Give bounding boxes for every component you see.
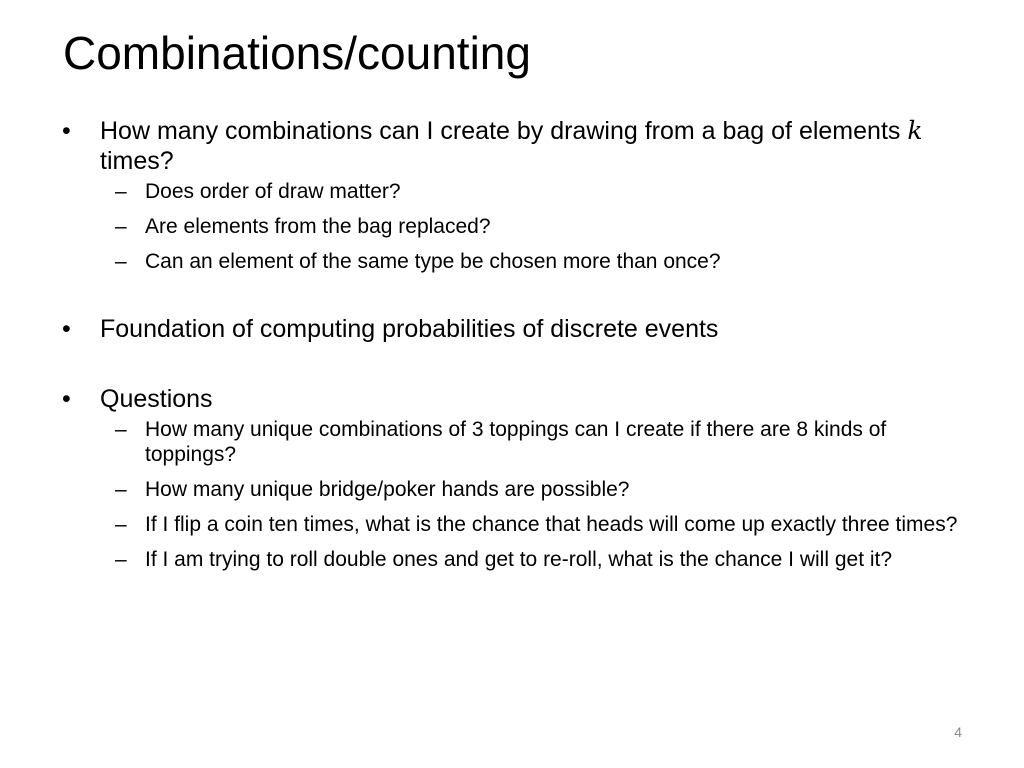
sub-bullet-text: If I am trying to roll double ones and get to re-roll, what is the chance I will get it? [145, 548, 893, 571]
sub-bullet-order [100, 179, 967, 204]
sub-bullet-toppings [100, 417, 967, 467]
sub-bullet-same-type [100, 249, 967, 274]
dash-icon: – [115, 180, 127, 203]
dash-icon: – [115, 215, 127, 238]
slide-title: Combinations/counting [63, 27, 531, 79]
bullet-foundation [62, 314, 967, 344]
sub-bullet-list [100, 417, 967, 572]
bullet-questions [62, 384, 967, 572]
sub-bullet-coin-flip [100, 512, 967, 537]
dash-icon: – [115, 418, 127, 441]
sub-bullet-text: How many unique combinations of 3 toppings can I create if there are 8 kinds of toppings? [145, 418, 887, 466]
bullet-icon: • [62, 385, 71, 413]
slide-body [62, 116, 967, 582]
bullet-text: Foundation of computing probabilities of discrete events [100, 315, 719, 343]
sub-bullet-replaced [100, 214, 967, 239]
math-variable-k: k [907, 116, 923, 145]
bullet-text-after: times? [100, 147, 174, 175]
sub-bullet-double-ones [100, 547, 967, 572]
sub-bullet-poker-hands [100, 477, 967, 502]
bullet-text: Questions [100, 385, 213, 413]
dash-icon: – [115, 478, 127, 501]
sub-bullet-text: If I flip a coin ten times, what is the chance that heads will come up exactly three times? [145, 513, 958, 536]
sub-bullet-list [100, 179, 967, 274]
page-number: 4 [954, 724, 962, 740]
sub-bullet-text: Can an element of the same type be chosen more than once? [145, 250, 721, 273]
dash-icon: – [115, 250, 127, 273]
sub-bullet-text: Does order of draw matter? [145, 180, 401, 203]
sub-bullet-text: How many unique bridge/poker hands are possible? [145, 478, 630, 501]
bullet-icon: • [62, 117, 71, 145]
dash-icon: – [115, 548, 127, 571]
bullet-icon: • [62, 315, 71, 343]
bullet-text-before: How many combinations can I create by drawing from a bag of elements [100, 117, 908, 145]
dash-icon: – [115, 513, 127, 536]
sub-bullet-text: Are elements from the bag replaced? [145, 215, 491, 238]
bullet-combinations-question [62, 116, 967, 274]
